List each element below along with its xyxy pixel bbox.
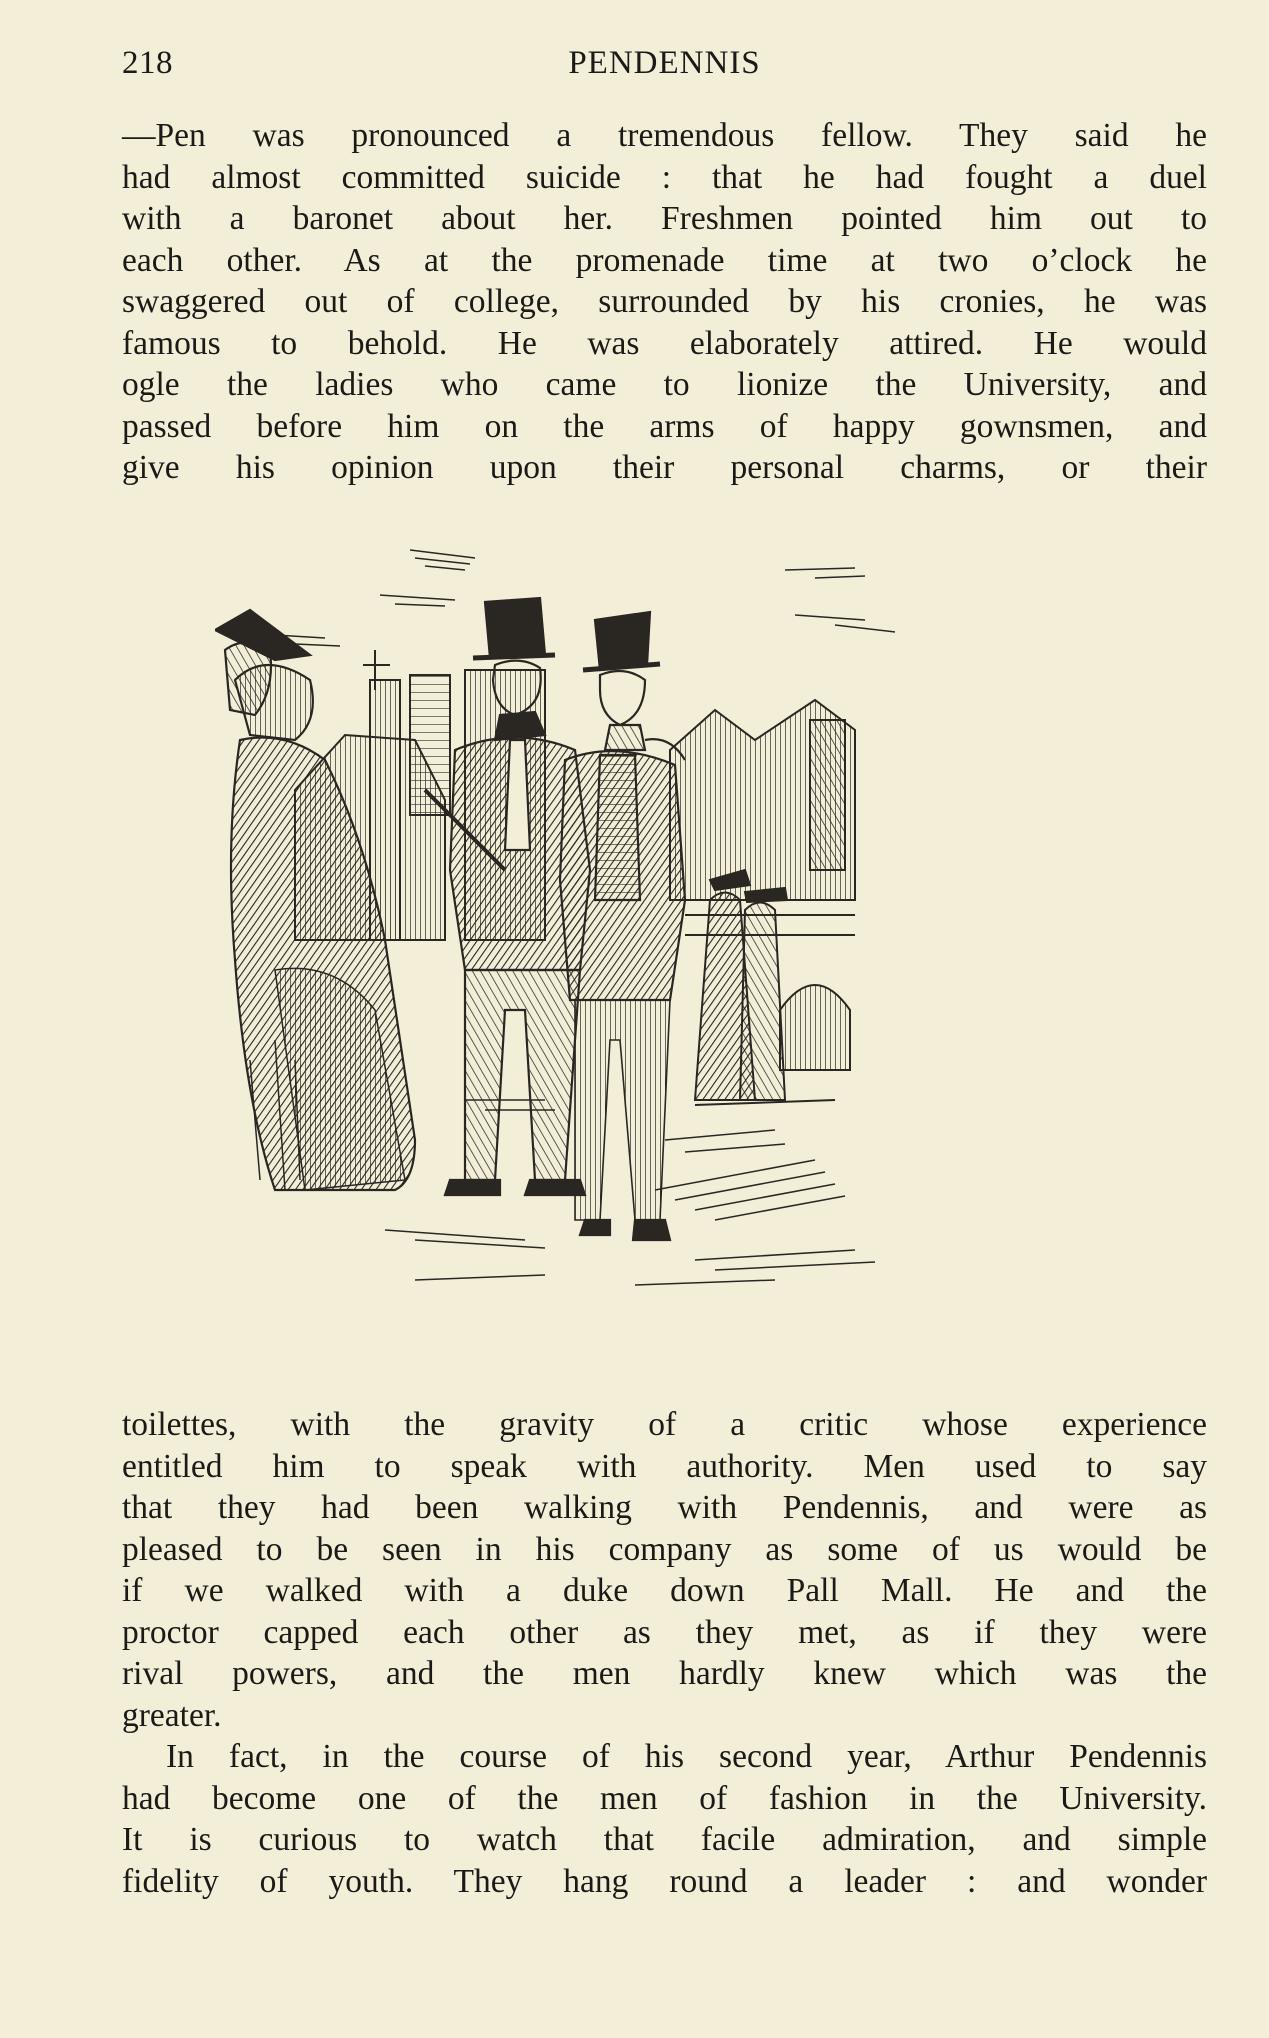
text-line: swaggered out of college, surrounded by his cronies, he was bbox=[122, 283, 1207, 320]
text-line: ogle the ladies who came to lionize the University, and bbox=[122, 366, 1207, 403]
text-line: entitled him to speak with authority. Men used to say bbox=[122, 1447, 1207, 1485]
text-line: each other. As at the promenade time at two o’clock he bbox=[122, 241, 1207, 279]
text-line: rival powers, and the men hardly knew which was the bbox=[122, 1655, 1207, 1692]
paragraph-bottom bbox=[122, 1404, 1207, 1902]
text-line: had almost committed suicide : that he had fought a duel bbox=[122, 158, 1207, 196]
text-line: if we walked with a duke down Pall Mall. He and the bbox=[122, 1572, 1207, 1609]
text-line: toilettes, with the gravity of a critic whose experience bbox=[122, 1406, 1207, 1443]
text-line: It is curious to watch that facile admiration, and simple bbox=[122, 1821, 1207, 1858]
paragraph-top bbox=[122, 115, 1207, 489]
text-line: fidelity of youth. They hang round a leader : and wonder bbox=[122, 1862, 1207, 1900]
running-title: PENDENNIS bbox=[568, 45, 761, 81]
text-line: greater. bbox=[122, 1696, 222, 1734]
page-number: 218 bbox=[122, 45, 173, 81]
running-header bbox=[122, 45, 1207, 85]
text-line: proctor capped each other as they met, as if they were bbox=[122, 1613, 1207, 1651]
text-line: with a baronet about her. Freshmen pointed him out to bbox=[122, 200, 1207, 237]
text-line: —Pen was pronounced a tremendous fellow. They said he bbox=[122, 117, 1207, 154]
text-line: passed before him on the arms of happy gownsmen, and bbox=[122, 407, 1207, 445]
text-line: In fact, in the course of his second year, Arthur Pendennis bbox=[166, 1738, 1207, 1775]
text-line: that they had been walking with Pendennis, and were as bbox=[122, 1489, 1207, 1526]
text-line: give his opinion upon their personal charms, or their bbox=[122, 449, 1207, 486]
engraving-of-gentlemen-strolling-icon bbox=[215, 540, 1095, 1370]
text-line: pleased to be seen in his company as some of us would be bbox=[122, 1530, 1207, 1568]
engraving-illustration bbox=[215, 540, 1095, 1370]
text-line: famous to behold. He was elaborately attired. He would bbox=[122, 324, 1207, 362]
text-line: had become one of the men of fashion in the University. bbox=[122, 1779, 1207, 1817]
